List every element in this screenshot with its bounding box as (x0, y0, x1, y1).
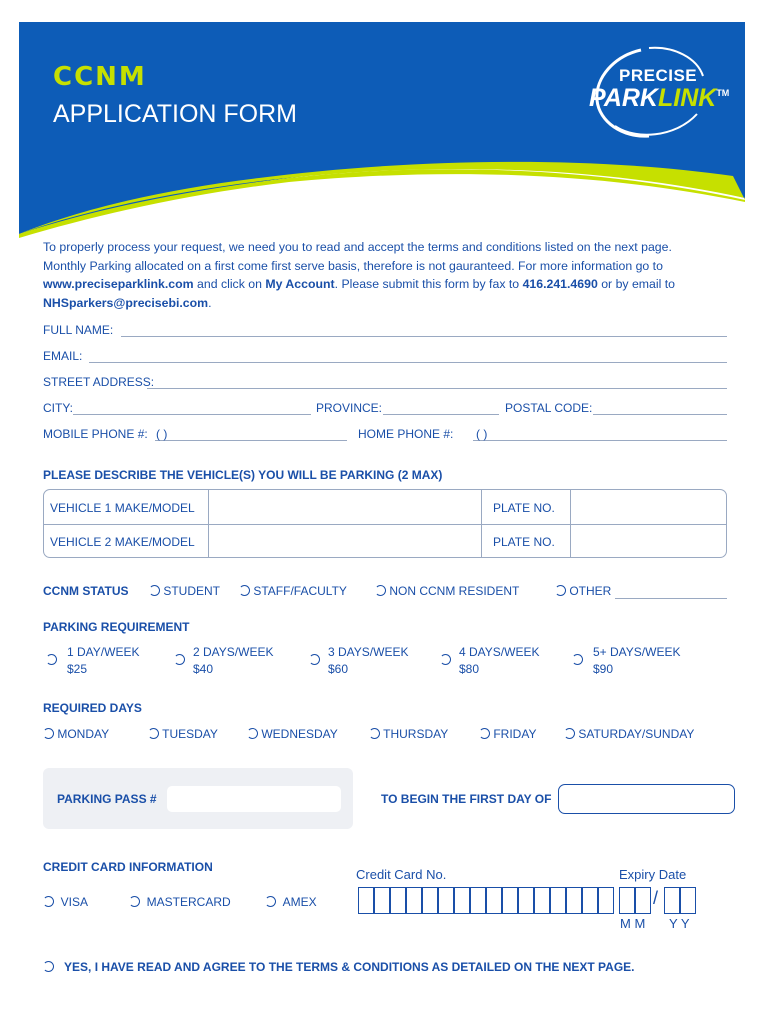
vehicle-table (43, 489, 727, 558)
begin-date-label: TO BEGIN THE FIRST DAY OF (381, 792, 552, 806)
phone-row (43, 427, 727, 447)
status-option-non-resident[interactable] (375, 584, 519, 598)
radio-icon (309, 654, 320, 665)
parking-option-label: 1 DAY/WEEK (67, 645, 140, 659)
home-field[interactable] (473, 427, 727, 441)
plate-1-label: PLATE NO. (493, 501, 555, 515)
parking-option-price: $60 (328, 662, 349, 676)
email-link[interactable]: NHSparkers@precisebi.com (43, 295, 209, 310)
street-field[interactable] (147, 375, 727, 389)
vehicle-2-label: VEHICLE 2 MAKE/MODEL (50, 535, 195, 549)
card-digit-box[interactable] (502, 887, 518, 914)
card-digit-box[interactable] (582, 887, 598, 914)
intro-line-2: Monthly Parking allocated on a first come first serve basis, therefore is not gauranteed. For more information go to (43, 258, 663, 273)
full-name-field[interactable] (121, 323, 727, 337)
vehicle-1-model-field[interactable] (209, 491, 480, 523)
intro-submit-text: . Please submit this form by fax to (334, 277, 523, 291)
parking-pass-input[interactable] (167, 786, 341, 812)
parking-option-price: $40 (193, 662, 214, 676)
day-option-label: THURSDAY (383, 727, 449, 741)
logo-link-word: LINK (657, 84, 717, 112)
parking-option-label: 2 DAYS/WEEK (193, 645, 274, 659)
card-option-label: VISA (60, 895, 89, 909)
status-option-label: NON CCNM RESIDENT (389, 584, 520, 598)
card-digit-box[interactable] (470, 887, 486, 914)
day-option-saturday-sunday[interactable] (564, 727, 694, 741)
postal-field[interactable] (593, 401, 727, 415)
day-option-monday[interactable] (43, 727, 109, 741)
vehicles-title: PLEASE DESCRIBE THE VEHICLE(S) YOU WILL BE PARKING (2 MAX) (43, 468, 443, 482)
form-title: APPLICATION FORM (53, 100, 298, 128)
email-field[interactable] (89, 349, 727, 363)
day-option-wednesday[interactable] (247, 727, 338, 741)
radio-icon (572, 654, 583, 665)
status-option-label: STUDENT (163, 584, 221, 598)
fax-number: 416.241.4690 (522, 277, 598, 291)
radio-icon (43, 728, 54, 739)
radio-icon (239, 585, 250, 596)
card-digit-box[interactable] (518, 887, 534, 914)
card-digit-box[interactable] (454, 887, 470, 914)
logo-tm: TM (716, 88, 730, 98)
intro-or-email: or by email to (597, 277, 676, 291)
radio-icon (129, 896, 140, 907)
card-digit-box[interactable] (438, 887, 454, 914)
application-form-page (19, 22, 745, 1012)
email-row (43, 349, 727, 369)
card-option-mastercard[interactable] (129, 895, 231, 909)
parking-option-label: 5+ DAYS/WEEK (593, 645, 681, 659)
card-digit-box[interactable] (374, 887, 390, 914)
status-option-label: STAFF/FACULTY (253, 584, 347, 598)
parking-option-label: 4 DAYS/WEEK (459, 645, 540, 659)
plate-2-label: PLATE NO. (493, 535, 555, 549)
intro-line-1: To properly process your request, we need you to read and accept the terms and conditions listed on the next page. (43, 240, 672, 254)
other-status-field[interactable] (615, 585, 727, 599)
city-row (43, 401, 727, 421)
card-digit-box[interactable] (534, 887, 550, 914)
card-digit-box[interactable] (390, 887, 406, 914)
agree-terms-option[interactable] (43, 960, 635, 974)
radio-icon (174, 654, 185, 665)
expiry-slash: / (653, 888, 659, 908)
mobile-area-code: ( ) (156, 427, 168, 441)
plate-1-field[interactable] (571, 491, 726, 523)
day-option-label: MONDAY (57, 727, 110, 741)
city-field[interactable] (73, 401, 311, 415)
radio-icon (43, 896, 54, 907)
postal-label: POSTAL CODE: (505, 401, 593, 415)
city-label: CITY: (43, 401, 74, 415)
radio-icon (149, 585, 160, 596)
parking-option-price: $80 (459, 662, 480, 676)
full-name-label: FULL NAME: (43, 323, 114, 337)
radio-icon (265, 896, 276, 907)
precise-parklink-logo (579, 42, 729, 142)
parking-pass-label: PARKING PASS # (57, 792, 157, 806)
radio-icon (375, 585, 386, 596)
card-digit-box[interactable] (358, 887, 374, 914)
intro-and-click: and click on (193, 277, 266, 291)
intro-period: . (208, 295, 212, 310)
home-area-code: ( ) (476, 427, 488, 441)
province-field[interactable] (383, 401, 499, 415)
card-digit-box[interactable] (566, 887, 582, 914)
day-option-label: TUESDAY (162, 727, 218, 741)
expiry-month-box[interactable] (619, 887, 635, 914)
status-option-student[interactable] (149, 584, 220, 598)
day-option-label: WEDNESDAY (261, 727, 338, 741)
begin-date-input[interactable] (558, 784, 735, 814)
agree-terms-label: YES, I HAVE READ AND AGREE TO THE TERMS & CONDITIONS AS DETAILED ON THE NEXT PAGE. (64, 960, 635, 974)
card-digit-box[interactable] (598, 887, 614, 914)
parking-option-price: $25 (67, 662, 88, 676)
radio-icon (479, 728, 490, 739)
full-name-row (43, 323, 727, 343)
day-option-tuesday[interactable] (148, 727, 218, 741)
radio-icon (148, 728, 159, 739)
province-label: PROVINCE: (316, 401, 383, 415)
home-label: HOME PHONE #: (358, 427, 454, 441)
card-option-label: MASTERCARD (146, 895, 231, 909)
radio-icon (43, 961, 54, 972)
status-option-staff[interactable] (239, 584, 347, 598)
expiry-year-box[interactable] (680, 887, 696, 914)
radio-icon (46, 654, 57, 665)
expiry-yy-label: Y Y (669, 916, 690, 931)
radio-icon (564, 728, 575, 739)
street-label: STREET ADDRESS: (43, 375, 155, 389)
vehicle-2-model-field[interactable] (209, 525, 480, 557)
vehicle-1-label: VEHICLE 1 MAKE/MODEL (50, 501, 195, 515)
card-digit-box[interactable] (486, 887, 502, 914)
parking-pass-box (43, 768, 353, 829)
card-number-label: Credit Card No. (356, 867, 447, 882)
card-digit-box[interactable] (550, 887, 566, 914)
card-option-amex[interactable] (265, 895, 317, 909)
plate-2-field[interactable] (571, 525, 726, 557)
status-option-label: OTHER (569, 584, 612, 598)
form-header (19, 22, 745, 238)
expiry-mm-label: M M (620, 916, 646, 931)
logo-precise-text: PRECISE (619, 66, 698, 85)
radio-icon (440, 654, 451, 665)
website-link[interactable]: www.preciseparklink.com (43, 277, 194, 291)
expiry-label: Expiry Date (619, 867, 687, 882)
logo-parklink-text (589, 84, 729, 113)
day-option-label: FRIDAY (493, 727, 537, 741)
radio-icon (555, 585, 566, 596)
day-option-label: SATURDAY/SUNDAY (578, 727, 695, 741)
radio-icon (247, 728, 258, 739)
parking-option-label: 3 DAYS/WEEK (328, 645, 409, 659)
intro-paragraph (43, 238, 733, 312)
mobile-label: MOBILE PHONE #: (43, 427, 148, 441)
day-option-friday[interactable] (479, 727, 536, 741)
expiry-year-box[interactable] (664, 887, 680, 914)
email-label: EMAIL: (43, 349, 83, 363)
street-row (43, 375, 727, 395)
expiry-month-box[interactable] (635, 887, 651, 914)
card-option-label: AMEX (282, 895, 317, 909)
logo-park-word: PARK (589, 84, 658, 112)
days-title: REQUIRED DAYS (43, 701, 142, 715)
status-option-other[interactable] (555, 584, 611, 598)
radio-icon (369, 728, 380, 739)
parking-title: PARKING REQUIREMENT (43, 620, 190, 634)
card-digit-box[interactable] (406, 887, 422, 914)
my-account-text: My Account (265, 277, 335, 291)
card-digit-box[interactable] (422, 887, 438, 914)
credit-title: CREDIT CARD INFORMATION (43, 860, 213, 874)
card-option-visa[interactable] (43, 895, 88, 909)
mobile-field[interactable] (155, 427, 347, 441)
org-name: CCNM (53, 62, 147, 92)
day-option-thursday[interactable] (369, 727, 448, 741)
status-label: CCNM STATUS (43, 584, 129, 598)
vehicle-col-divider-2 (481, 490, 482, 557)
parking-option-price: $90 (593, 662, 614, 676)
